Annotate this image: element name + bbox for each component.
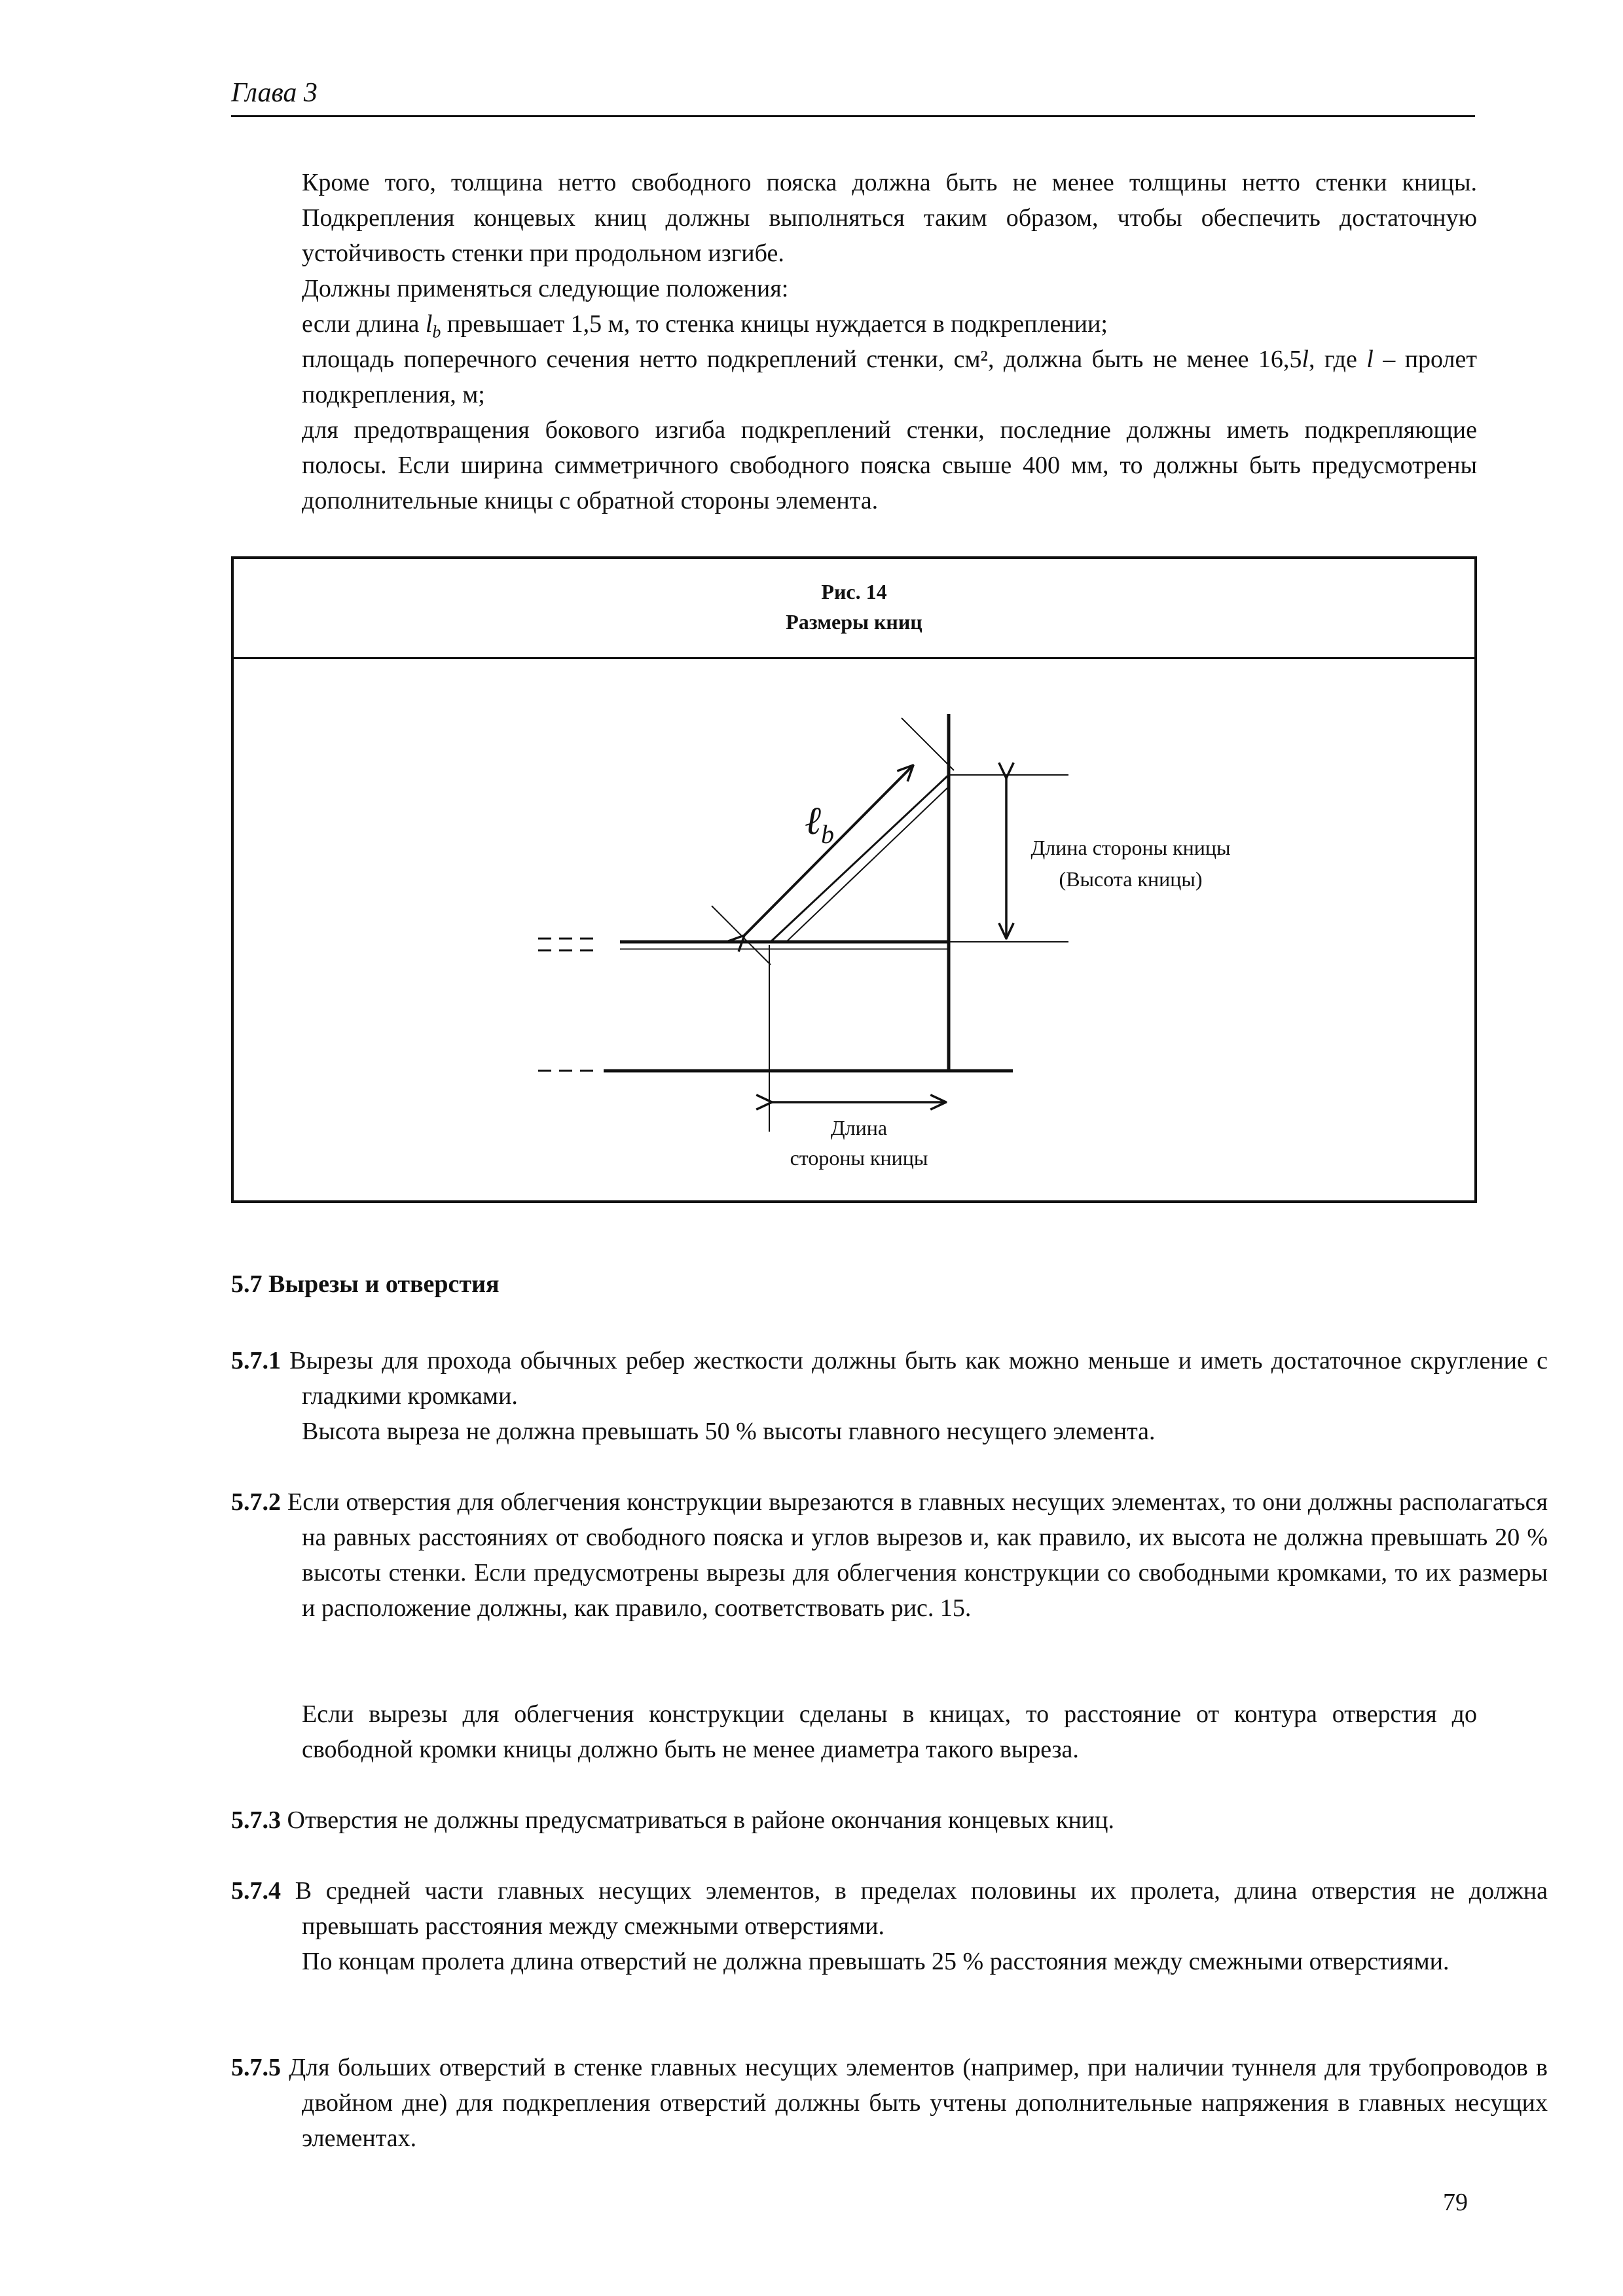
clause-5-7-4 (231, 1873, 1548, 1944)
clause-text: Отверстия не должны предусматриваться в районе окончания концевых книц. (281, 1806, 1114, 1834)
height-label-line-1: Длина стороны кницы (1030, 836, 1231, 859)
p4-text-a: площадь поперечного сечения нетто подкреплений стенки, см², должна быть не менее 16,5 (302, 346, 1302, 373)
figure-number: Рис. 14 (821, 580, 887, 603)
clause-text: Вырезы для прохода обычных ребер жесткости должны быть как можно меньше и иметь достаточное скругление с гладкими кромками. (281, 1347, 1548, 1410)
bracket-edge-outer (771, 775, 949, 942)
figure-title-area (234, 559, 1474, 659)
clause-5-7-5 (231, 2050, 1548, 2156)
p3-var: l (425, 310, 433, 338)
clause-text: В средней части главных несущих элементов, в пределах половины их пролета, длина отверстия не должна превышать расстояния между смежными отверстиями. (281, 1877, 1548, 1940)
lb-label-sub: b (821, 819, 834, 849)
figure-box (231, 556, 1477, 1203)
lb-label (805, 799, 834, 849)
clause-5-7-1 (231, 1343, 1548, 1414)
clause-number: 5.7.1 (231, 1347, 281, 1374)
chapter-header: Глава 3 (231, 78, 318, 108)
lb-extension-lower (712, 906, 771, 965)
intro-paragraph-2: Должны применяться следующие положения: (302, 275, 789, 302)
lb-extension-upper (902, 718, 954, 770)
intro-paragraph-5: для предотвращения бокового изгиба подкреплений стенки, последние должны иметь подкрепляющие полосы. Если ширина симметричного свободного пояска свыше 400 мм, то должны быть предусмотрены дополнительные кницы с обратной стороны элемента. (302, 416, 1477, 514)
p4-text-b: , где (1308, 346, 1367, 373)
intro-paragraph-4 (302, 342, 1477, 412)
clause-number: 5.7.3 (231, 1806, 281, 1834)
p3-text-b: превышает 1,5 м, то стенка кницы нуждается в подкреплении; (441, 310, 1108, 338)
length-label-line-1: Длина (830, 1116, 888, 1139)
section-title: 5.7 Вырезы и отверстия (231, 1270, 500, 1298)
clause-number: 5.7.2 (231, 1488, 281, 1516)
clause-5-7-3 (231, 1803, 1548, 1838)
p4-text-c: – пролет подкрепления, м; (302, 346, 1477, 408)
clause-5-7-2-continued: Если вырезы для облегчения конструкции сделаны в кницах, то расстояние от контура отверстия до свободной кромки кницы должно быть не менее диаметра такого выреза. (302, 1700, 1477, 1763)
clause-number: 5.7.5 (231, 2054, 281, 2081)
clause-5-7-1-continued: Высота выреза не должна превышать 50 % высоты главного несущего элемента. (302, 1418, 1156, 1445)
lb-label-main: ℓ (805, 799, 821, 842)
length-label-line-2: стороны кницы (790, 1146, 928, 1170)
p4-var2: l (1366, 346, 1374, 373)
intro-paragraph-1: Кроме того, толщина нетто свободного пояска должна быть не менее толщины нетто стенки кницы. Подкрепления концевых книц должны выполняться таким образом, чтобы обеспечить достаточную устойчивость стенки при продольном изгибе. (302, 169, 1477, 267)
clause-5-7-2 (231, 1484, 1548, 1626)
lb-dimension-line (744, 765, 913, 935)
p4-var: l (1302, 346, 1309, 373)
page-number: 79 (1443, 2189, 1468, 2216)
clause-text: Если отверстия для облегчения конструкции вырезаются в главных несущих элементах, то они должны располагаться на равных расстояниях от свободного пояска и углов вырезов и, как правило, их высота не должна превышать 20 % высоты стенки. Если предусмотрены вырезы для облегчения конструкции со свободными кромками, то их размеры и расположение должны, как правило, соответствовать рис. 15. (281, 1488, 1548, 1622)
header-rule (231, 115, 1475, 117)
clause-5-7-4-continued: По концам пролета длина отверстий не должна превышать 25 % расстояния между смежными отверстиями. (302, 1948, 1450, 1975)
p3-sub: b (432, 322, 441, 342)
clause-number: 5.7.4 (231, 1877, 281, 1905)
figure-caption: Размеры книц (786, 610, 922, 634)
bracket-dimensions-diagram (234, 657, 1474, 1198)
clause-text: Для больших отверстий в стенке главных несущих элементов (например, при наличии туннеля для трубопроводов в двойном дне) для подкрепления отверстий должны быть учтены дополнительные напряжения в главных несущих элементах. (281, 2054, 1548, 2152)
height-label-line-2: (Высота кницы) (1059, 867, 1203, 891)
p3-text-a: если длина (302, 310, 426, 338)
